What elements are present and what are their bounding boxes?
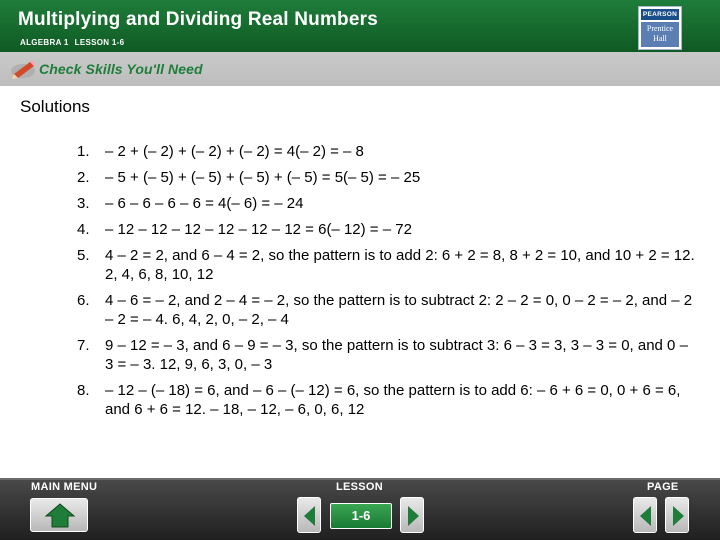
solution-number: 5. — [77, 247, 90, 264]
next-lesson-button[interactable] — [400, 497, 424, 533]
solution-item — [77, 291, 697, 329]
logo-line-2: Hall — [653, 34, 667, 43]
publisher-logo — [638, 6, 682, 50]
section-title: Solutions — [20, 97, 90, 116]
solution-number: 3. — [77, 195, 90, 212]
lesson-label: LESSON — [336, 481, 384, 493]
footer-divider — [0, 478, 720, 480]
solution-text: – 2 + (– 2) + (– 2) + (– 2) = 4(– 2) = – 8 — [105, 143, 364, 160]
solution-number: 7. — [77, 337, 90, 354]
triangle-left-icon — [298, 498, 322, 534]
solution-number: 2. — [77, 169, 90, 186]
main-menu-label: MAIN MENU — [31, 481, 98, 493]
solution-item — [77, 142, 697, 161]
solution-text: 9 – 12 = – 3, and 6 – 9 = – 3, so the pattern is to subtract 3: 6 – 3 = 3, 3 – 3 = 0, and 0 – 3 = – 3. 12, 9, 6, 3, 0, – 3 — [105, 337, 688, 373]
solution-number: 8. — [77, 382, 90, 399]
lesson-number-badge: 1-6 — [330, 503, 392, 529]
logo-top-text: PEARSON — [642, 11, 678, 18]
triangle-right-icon — [666, 498, 690, 534]
page-label: PAGE — [647, 481, 679, 493]
solution-item — [77, 194, 697, 213]
solution-item — [77, 381, 697, 419]
solution-number: 4. — [77, 221, 90, 238]
solution-text: – 6 – 6 – 6 – 6 = 4(– 6) = – 24 — [105, 195, 304, 212]
solutions-list — [77, 142, 697, 426]
page-title: Multiplying and Dividing Real Numbers — [18, 9, 378, 30]
lesson-number-label: LESSON 1-6 — [74, 38, 125, 47]
next-page-button[interactable] — [665, 497, 689, 533]
course-name: ALGEBRA 1 — [20, 38, 69, 47]
logo-bottom-text — [641, 22, 679, 47]
solution-item — [77, 168, 697, 187]
solution-item — [77, 336, 697, 374]
home-icon — [31, 499, 89, 533]
solution-item — [77, 220, 697, 239]
check-skills-label: Check Skills You'll Need — [39, 61, 203, 77]
previous-lesson-button[interactable] — [297, 497, 321, 533]
triangle-right-icon — [401, 498, 425, 534]
logo-line-1: Prentice — [646, 24, 674, 33]
solution-text: – 12 – 12 – 12 – 12 – 12 – 12 = 6(– 12) = – 72 — [105, 221, 412, 238]
solution-item — [77, 246, 697, 284]
solution-text: 4 – 2 = 2, and 6 – 4 = 2, so the pattern is to add 2: 6 + 2 = 8, 8 + 2 = 10, and 10 + 2 = 12. 2, 4, 6, 8, 10, 12 — [105, 247, 695, 283]
solution-text: – 12 – (– 18) = 6, and – 6 – (– 12) = 6, so the pattern is to add 6: – 6 + 6 = 0, 0 + 6 = 6, and 6 + 6 = 12. – 18, – 12, – 6, 0, 6, 12 — [105, 382, 681, 418]
solution-text: – 5 + (– 5) + (– 5) + (– 5) + (– 5) = 5(– 5) = – 25 — [105, 169, 421, 186]
solution-text: 4 – 6 = – 2, and 2 – 4 = – 2, so the pattern is to subtract 2: 2 – 2 = 0, 0 – 2 = – 2, and – 2 – 2 = – 4. 6, 4, 2, 0, – 2, – 4 — [105, 292, 693, 328]
main-menu-button[interactable] — [30, 498, 88, 532]
previous-page-button[interactable] — [633, 497, 657, 533]
pencil-icon — [10, 58, 36, 80]
solution-number: 6. — [77, 292, 90, 309]
triangle-left-icon — [634, 498, 658, 534]
course-subtitle — [20, 38, 130, 47]
solution-number: 1. — [77, 143, 90, 160]
